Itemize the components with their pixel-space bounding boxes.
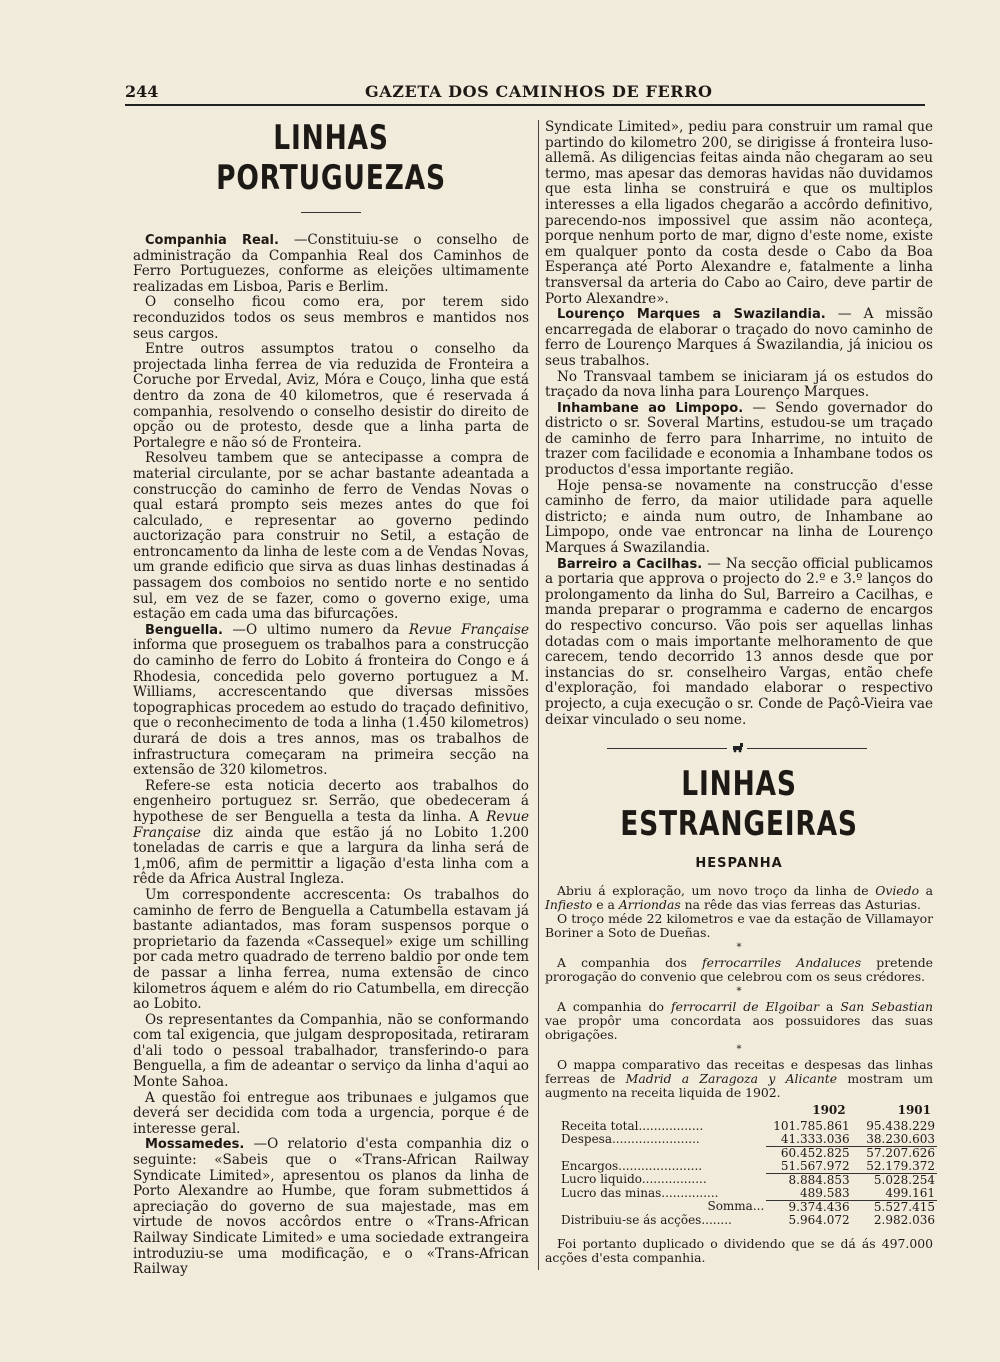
paragraph-text: vae propôr uma concordata aos possuidores das suas obrigações. [545, 1012, 933, 1042]
table-cell: 489.583 [800, 1185, 850, 1200]
paragraph-text: — Na secção official publicamos a portaria que approva o projecto do 2.º e 3.º lanços do prolongamento da linha do Sul, Barreiro a Cacilhas, e manda preparar o programma e caderno de encargos do respectivo concurso. Vão pois ser aquellas linhas dotadas com o mais importante melhoramento de que carecem, tendo decorrido 13 annos desde que por instancias do sr. conselheiro Vargas, então chefe d'exploração, foi mandado elaborar o respectivo projecto, a cuja execução o sr. Conde de Paçô-Vieira vae deixar vinculado o seu nome. [545, 555, 933, 728]
right-column [545, 120, 933, 1265]
table-cell: 8.884.853 [766, 1173, 851, 1187]
ornament-line [607, 748, 727, 749]
table-header: 1901 [897, 1102, 931, 1117]
paragraph [545, 956, 933, 984]
header-rule [125, 104, 925, 106]
table-cell: Receita total................. [561, 1118, 704, 1133]
lead-barreiro: Barreiro a Cacilhas. [557, 556, 703, 572]
section-title-estrangeiras: LINHAS ESTRANGEIRAS [620, 764, 858, 845]
italic-text: ferrocarril de Elgoibar [670, 998, 820, 1014]
paragraph-text: —Constituiu-se o conselho de administração da Companhia Real dos Caminhos de Ferro Portuguezes, conforme as eleições ultimamente realizadas em Lisboa, Paris e Berlim. [133, 232, 529, 295]
asterisk-separator: * [736, 1043, 742, 1055]
italic-text: Infiesto [545, 896, 593, 912]
page-header [125, 82, 925, 104]
table-cell: Lucro das minas............... [561, 1185, 719, 1200]
table-cell: Somma... [707, 1199, 765, 1214]
table-cell: Lucro liquido................. [561, 1172, 707, 1187]
paragraph-text: e a [592, 896, 619, 912]
table-cell: Encargos...................... [561, 1158, 703, 1173]
italic-text: Revue Française [133, 808, 529, 841]
lead-companhia-real: Companhia Real. [145, 233, 279, 248]
lead-mossamedes: Mossamedes. [145, 1137, 245, 1153]
table-cell: 38.230.603 [866, 1131, 935, 1146]
table-row [559, 1133, 937, 1147]
paragraph-text: mostram um augmento na receita liquida de 1902. [545, 1070, 933, 1100]
paragraph-text: —O ultimo numero da [222, 621, 409, 638]
left-column [133, 118, 529, 1278]
paragraph: Entre outros assumptos tratou o conselho da projectada linha ferrea de via reduzida de Fronteira a Coruche por Ervedal, Aviz, Móra e Couço, linha que está dentro da zona de 40 kilometros, que é reservada á companhia, resolvendo o conselho desistir do direito de opção ou de protesto, desde que a linha parta de Portalegre e não só de Fronteira. [133, 341, 529, 451]
column-divider [538, 120, 539, 1270]
paragraph-text: O mappa comparativo das receitas e despesas das linhas ferreas de [545, 1056, 933, 1086]
lead-inhambane: Inhambane ao Limpopo. [557, 400, 744, 416]
title-rule [301, 212, 361, 213]
table-cell: 52.179.372 [866, 1158, 935, 1173]
paragraph-text: diz ainda que estão já no Lobito 1.200 toneladas de carris e que a largura da linha será de 1,m06, afim de permittir a ligação d'esta linha com a rêde da Africa Austral Ingleza. [133, 824, 529, 888]
table-cell: 41.333.036 [780, 1131, 850, 1146]
page-number: 244 [125, 82, 159, 101]
paragraph-text: Refere-se esta noticia decerto aos trabalhos do engenheiro portuguez sr. Serrão, que obedeceram á hypothese de ser Benguella a testa da linha. A [133, 777, 529, 825]
table-cell: 499.161 [885, 1185, 935, 1200]
paragraph-text: informa que proseguem os trabalhos para a construcção do caminho de ferro do Lobito á fronteira do Congo e á Rhodesia, concedida pelo governo portuguez a M. Williams, accrescentando que diversas missões topographicas procedem ao estudo do traçado definitivo, que o reconhecimento de toda a linha (1.450 kilometros) durará de dois a tres annos, mas os trabalhos de infrastructura começaram na primeira secção na extensão de 320 kilometros. [133, 637, 529, 779]
paragraph-mossamedes [133, 1137, 529, 1277]
paragraph: Os representantes da Companhia, não se conformando com tal exigencia, que julgam despropositada, retiraram d'ali todo o pessoal trabalhador, transferindo-o para Benguella, a fim de adeantar o serviço da linha d'aqui ao Monte Sahoa. [133, 1011, 529, 1091]
table-cell: 101.785.861 [773, 1118, 850, 1133]
table-cell: 5.028.254 [852, 1173, 937, 1187]
paragraph [133, 779, 529, 888]
table-row [559, 1214, 937, 1227]
asterisk-separator: * [736, 985, 742, 997]
table-row [559, 1146, 937, 1160]
paragraph-text: pretende prorogação do convenio que celebrou com os seus crédores. [545, 954, 934, 984]
table-header-row [559, 1104, 937, 1120]
paragraph: Syndicate Limited», pediu para construir um ramal que partindo do kilometro 200, se dirigisse á fronteira luso-allemã. As diligencias feitas ainda não chegaram ao seu termo, mas apesar das demoras havidas não duvidamos que esta linha se construirá e que os multiplos interesses a ella ligados chegarão a accôrdo definitivo, parecendo-nos impossivel que assim não aconteça, porque nenhum porto de mar, digno d'este nome, existe em qualquer ponto da costa desde o Cabo da Boa Esperança até Porto Alexandre e, fatalmente a linha transversal da arteria do Cabo ao Cairo, deve partir de Porto Alexandre». [545, 119, 933, 307]
table-row [559, 1120, 937, 1133]
paragraph-companhia-real [133, 233, 529, 295]
paragraph: Hoje pensa-se novamente na construcção d'esse caminho de ferro, da maior utilidade para aquelle districto; e ainda num outro, de Inhambane ao Limpopo, onde vae entroncar na linha de Lourenço Marques á Swazilandia. [545, 477, 933, 557]
table-row [559, 1160, 937, 1174]
lead-lourenco-marques: Lourenço Marques a Swazilandia. [557, 307, 826, 323]
table-cell: 95.438.229 [866, 1118, 935, 1133]
table-header [559, 1104, 766, 1120]
table-cell: 57.207.626 [852, 1146, 937, 1160]
paragraph-benguella [133, 623, 529, 779]
paragraph: Resolveu tambem que se antecipasse a compra de material circulante, por se achar bastante adeantada a construcção do caminho de ferro de Vendas Novas o qual estará prompto seis mezes antes do que foi calculado, e representar ao governo pedindo auctorização para construir no Setil, a estação de entroncamento da linha de leste com a de Vendas Novas, um grande edificio que sirva as duas linhas destinadas á passagem dos comboios no sentido norte e no sentido sul, em vez de se fazer, como o governo exige, uma estação em cada uma das bifurcações. [133, 450, 529, 623]
paragraph-lourenco-marques [545, 307, 933, 369]
hespanha-news [545, 884, 933, 1265]
train-icon [732, 743, 746, 753]
paragraph [545, 1058, 933, 1100]
train-ornament [545, 742, 933, 756]
section-title-portuguezas: LINHAS PORTUGUEZAS [216, 118, 446, 198]
paragraph-text: A companhia dos [557, 954, 703, 970]
paragraph-text: a [919, 882, 933, 898]
paragraph: Foi portanto duplicado o dividendo que se dá ás 497.000 acções d'esta companhia. [545, 1235, 933, 1265]
paragraph-text: A companhia do [557, 998, 671, 1014]
table-header: 1902 [812, 1102, 846, 1117]
table-cell: 60.452.825 [766, 1146, 851, 1160]
table-row [559, 1187, 937, 1201]
ornament-line [747, 748, 867, 749]
paragraph-inhambane [545, 401, 933, 479]
italic-text: Arriondas [618, 896, 681, 912]
table-cell: 2.982.036 [873, 1212, 935, 1227]
paragraph: O troço méde 22 kilometros e vae da estação de Villamayor Boriner a Soto de Dueñas. [545, 910, 933, 940]
paragraph: No Transvaal tambem se iniciaram já os estudos do traçado da nova linha para Lourenço Marques. [545, 368, 933, 401]
paragraph-text: —O relatorio d'esta companhia diz o seguinte: «Sabeis que o «Trans-African Railway Syndicate Limited», apresentou os planos da linha de Porto Alexandre ao Humbe, que foram submettidos á apreciação do governo de sua majestade, mas em virtude de novos accôrdos entre o «Trans-African Railway Sindicate Limited» e uma sociedade extrangeira introduziu-se uma modificação, e o «Trans-African Railway [133, 1136, 529, 1278]
table-cell: 9.374.436 [766, 1200, 851, 1214]
table-cell: 51.567.972 [780, 1158, 850, 1173]
italic-text: Oviedo [875, 882, 920, 898]
paragraph-barreiro [545, 557, 933, 729]
table-cell: 5.964.072 [788, 1212, 850, 1227]
paragraph [545, 884, 933, 912]
financial-table [559, 1104, 937, 1227]
paragraph: O conselho ficou como era, por terem sido reconduzidos todos os seus membros e mantidos nos seus cargos. [133, 294, 529, 342]
paragraph-text: — A missão encarregada de elaborar o traçado do novo caminho de ferro de Lourenço Marques á Swazilandia, já iniciou os seus trabalhos. [545, 306, 933, 369]
table-cell: 5.527.415 [852, 1200, 937, 1214]
table-cell [559, 1146, 766, 1160]
subhead-hespanha: HESPANHA [695, 856, 783, 872]
running-title: GAZETA DOS CAMINHOS DE FERRO [365, 82, 713, 101]
italic-text: ferrocarriles Andaluces [702, 954, 862, 970]
paragraph: Um correspondente accrescenta: Os trabalhos do caminho de ferro de Benguella a Catumbella estavam já bastante adiantados, mas foram suspensos porque o proprietario da fazenda «Cassequel» exige um schilling por cada metro quadrado de terreno baldio por onde tem de passar a linha ferrea, numa extensão de cinco kilometros áquem e além do rio Catumbella, em direcção ao Lobito. [133, 886, 529, 1013]
asterisk-separator: * [736, 941, 742, 953]
paragraph-text: a [819, 998, 841, 1014]
paragraph [545, 1000, 933, 1042]
paragraph-text: — Sendo governador do districto o sr. Soveral Martins, estudou-se um traçado de caminho de ferro para Inharrime, no intuito de trazer com facilidade e economia a Inhambane todos os productos d'essa importante região. [545, 399, 933, 479]
italic-text: San Sebastian [840, 998, 934, 1014]
table-row [559, 1200, 937, 1214]
paragraph: A questão foi entregue aos tribunaes e julgamos que deverá ser decidida com toda a urgencia, porque é de interesse geral. [133, 1089, 529, 1137]
italic-text: Revue Française [408, 621, 529, 638]
italic-text: Madrid a Zaragoza y Alicante [625, 1070, 838, 1086]
table-cell: Distribuiu-se ás acções........ [561, 1212, 732, 1227]
lead-benguella: Benguella. [145, 622, 223, 638]
table-row [559, 1173, 937, 1187]
paragraph-text: na rêde das vias ferreas das Asturias. [680, 896, 921, 912]
paragraph-text: Abriu á exploração, um novo troço da linha de [557, 882, 876, 898]
table-cell: Despesa....................... [561, 1131, 700, 1146]
